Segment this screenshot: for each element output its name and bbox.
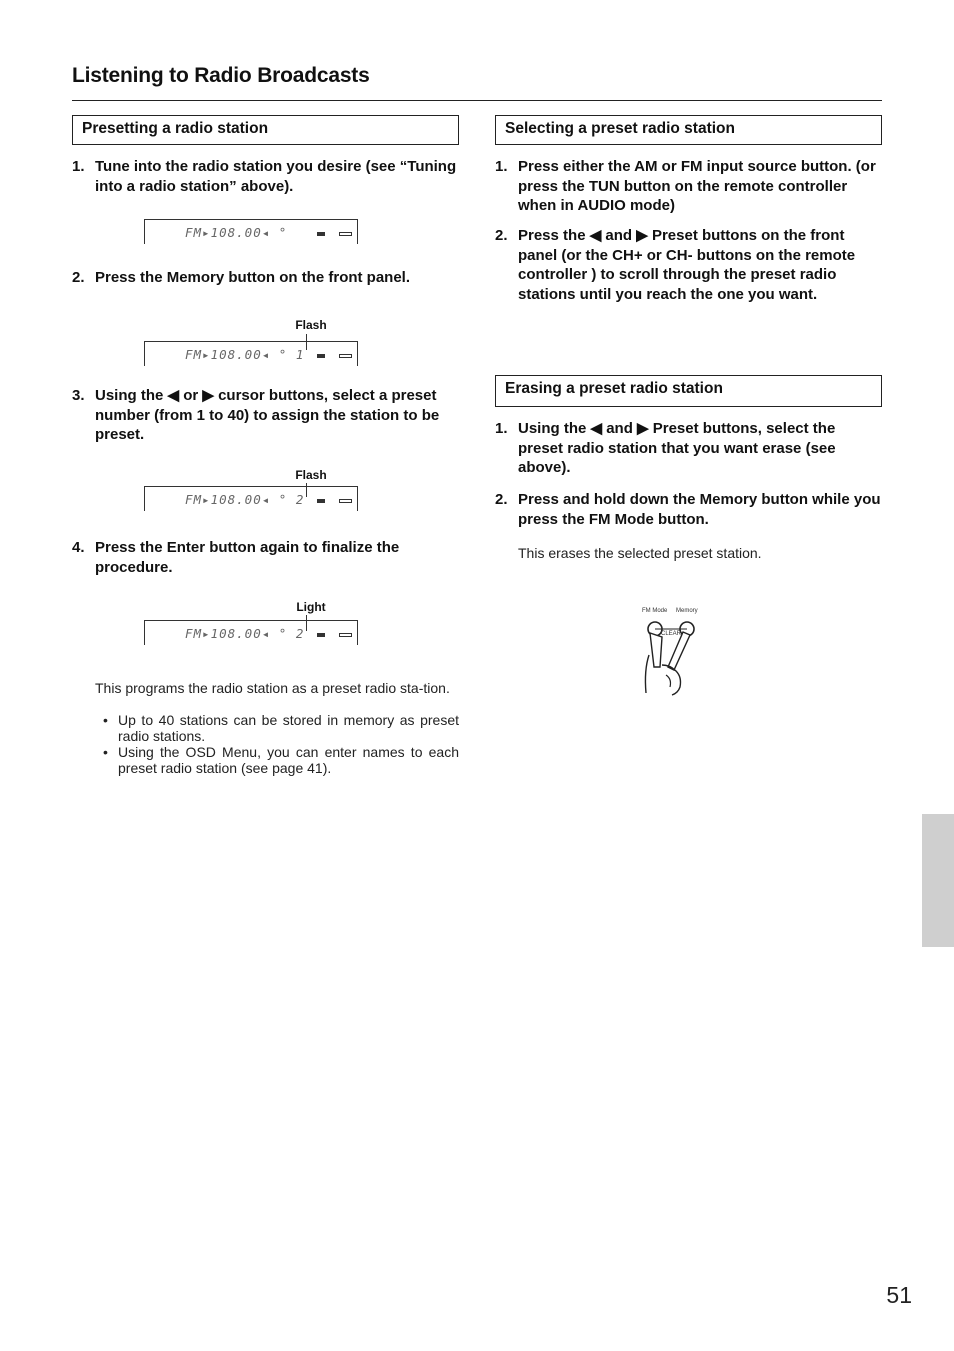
step-text: Press and hold down the Memory button while you press the FM Mode button. bbox=[518, 491, 881, 528]
display-indicator bbox=[339, 232, 352, 236]
preset-note: This programs the radio station as a preset radio sta-tion. bbox=[95, 680, 450, 696]
preset-step-2 bbox=[72, 268, 459, 288]
display-text: FM▸108.00◂ ° 2 bbox=[185, 492, 305, 507]
bullet-text: Using the OSD Menu, you can enter names to each preset radio station (see page 41). bbox=[118, 744, 459, 776]
preset-step-1 bbox=[72, 157, 459, 197]
page-title: Listening to Radio Broadcasts bbox=[72, 64, 370, 87]
preset-bullet-2 bbox=[103, 744, 459, 776]
erase-step-2 bbox=[495, 490, 882, 530]
step-number: 1. bbox=[495, 158, 508, 175]
page-number: 51 bbox=[886, 1282, 912, 1308]
step-number: 1. bbox=[72, 158, 85, 175]
step-text: Using the ◀ or ▶ cursor buttons, select a preset number (from 1 to 40) to assign the station to be preset. bbox=[95, 387, 440, 443]
fm-display-3 bbox=[144, 486, 358, 511]
erase-step-1 bbox=[495, 419, 882, 479]
display-indicator bbox=[317, 499, 325, 503]
bullet-dot: • bbox=[103, 744, 108, 760]
preset-step-3 bbox=[72, 386, 459, 446]
display-indicator bbox=[339, 499, 352, 503]
callout-light: Light bbox=[296, 600, 326, 614]
step-text: Tune into the radio station you desire (see “Tuning into a radio station” above). bbox=[95, 158, 457, 195]
step-text: Press the ◀ and ▶ Preset buttons on the front panel (or the CH+ or CH- buttons on the remote controller ) to scroll through the preset radio stations until you reach the one you want. bbox=[518, 227, 856, 303]
display-indicator bbox=[317, 232, 325, 236]
fm-display-4 bbox=[144, 620, 358, 645]
select-step-2 bbox=[495, 226, 882, 326]
section-title-selecting: Selecting a preset radio station bbox=[495, 115, 882, 145]
memory-label: Memory bbox=[676, 608, 698, 614]
step-number: 1. bbox=[495, 420, 508, 437]
step-number: 3. bbox=[72, 387, 85, 404]
step-text: Press either the AM or FM input source button. (or press the TUN button on the remote controller when in AUDIO mode) bbox=[518, 158, 876, 214]
two-finger-press-illustration bbox=[636, 605, 716, 700]
step-text: Press the Enter button again to finalize the procedure. bbox=[95, 539, 400, 576]
section-title-presetting: Presetting a radio station bbox=[72, 115, 459, 145]
display-text: FM▸108.00◂ ° 2 bbox=[185, 626, 305, 641]
display-text: FM▸108.00◂ ° 1 bbox=[185, 347, 305, 362]
hand-icon bbox=[636, 615, 716, 700]
bullet-text: Up to 40 stations can be stored in memory as preset radio stations. bbox=[118, 712, 459, 744]
select-step-1 bbox=[495, 157, 882, 217]
fm-display-2 bbox=[144, 341, 358, 366]
preset-step-4 bbox=[72, 538, 459, 578]
display-indicator bbox=[317, 633, 325, 637]
section-title-erasing: Erasing a preset radio station bbox=[495, 375, 882, 407]
clear-label: CLEAR bbox=[661, 631, 682, 637]
step-text: Press the Memory button on the front panel. bbox=[95, 269, 411, 286]
fm-mode-label: FM Mode bbox=[642, 608, 668, 614]
bullet-dot: • bbox=[103, 712, 108, 728]
step-text: Using the ◀ and ▶ Preset buttons, select the preset radio station that you want erase (see above). bbox=[518, 420, 836, 476]
display-indicator bbox=[339, 633, 352, 637]
display-text: FM▸108.00◂ ° bbox=[185, 225, 288, 240]
callout-flash-2: Flash bbox=[295, 468, 327, 482]
display-indicator bbox=[317, 354, 325, 358]
display-indicator bbox=[339, 354, 352, 358]
step-number: 2. bbox=[495, 491, 508, 508]
step-number: 2. bbox=[495, 227, 508, 244]
step-number: 2. bbox=[72, 269, 85, 286]
side-tab bbox=[922, 814, 954, 947]
callout-flash-1: Flash bbox=[295, 318, 327, 332]
title-rule bbox=[72, 100, 882, 101]
fm-display-1 bbox=[144, 219, 358, 244]
step-number: 4. bbox=[72, 539, 85, 556]
erase-note: This erases the selected preset station. bbox=[518, 545, 762, 561]
preset-bullet-1 bbox=[103, 712, 459, 744]
